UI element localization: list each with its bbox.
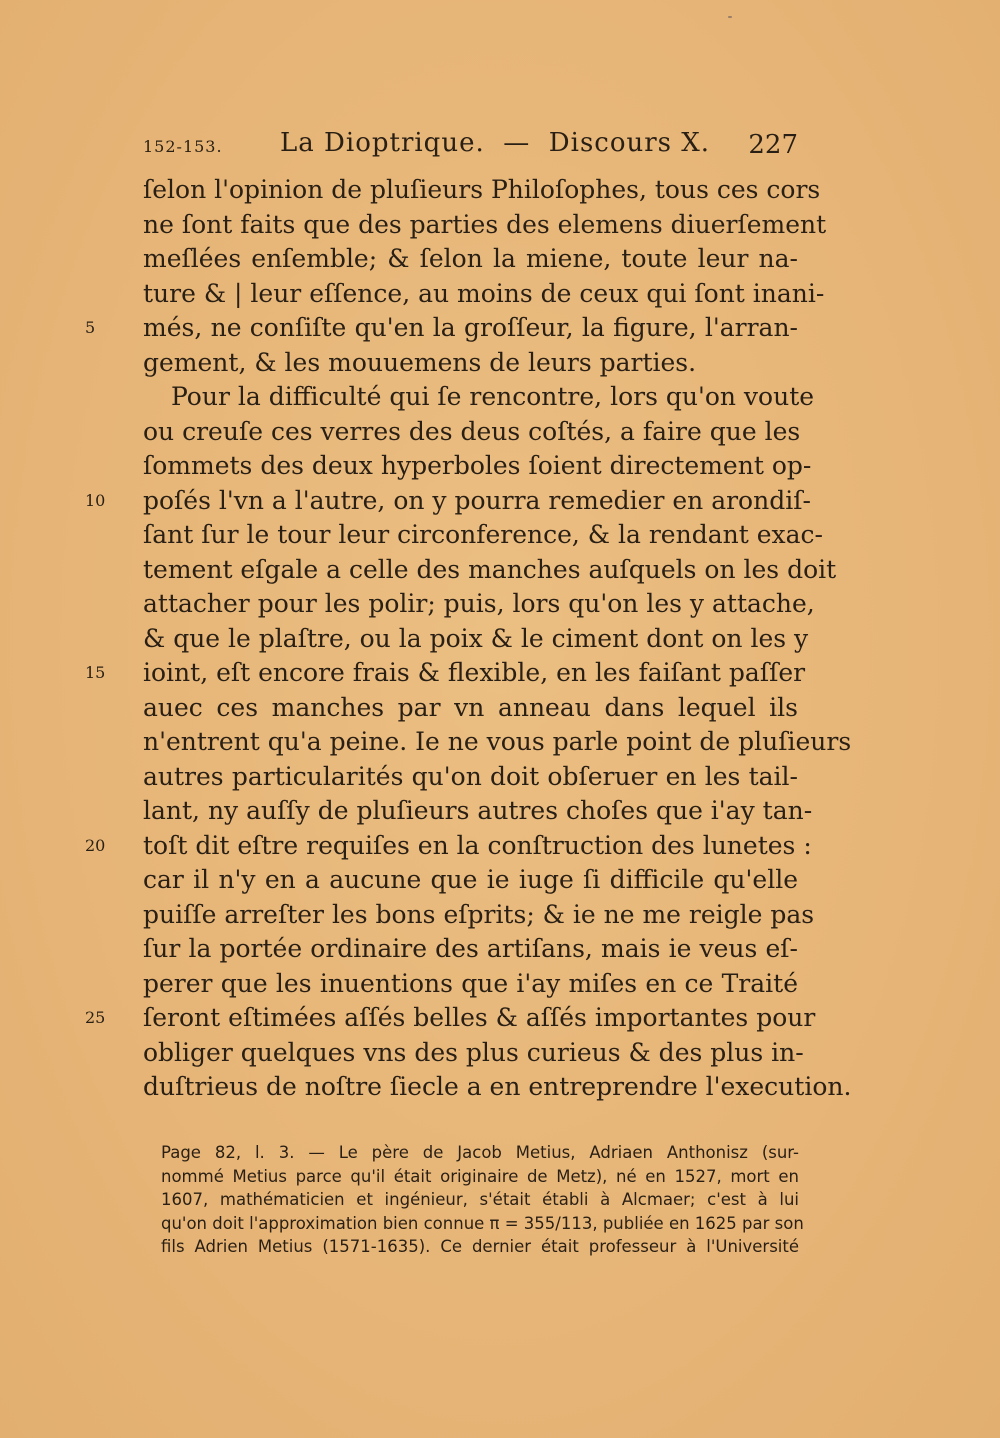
line-text: més, ne conſiſte qu'en la groſſeur, la figure, l'arran-	[143, 313, 798, 342]
text-line	[143, 794, 813, 829]
text-line	[85, 484, 811, 519]
text-line	[85, 311, 798, 346]
line-number: 15	[85, 663, 106, 682]
text-line	[85, 1001, 816, 1036]
running-header	[143, 128, 798, 162]
text-line	[143, 725, 852, 760]
page-number: 227	[748, 130, 798, 160]
text-line	[143, 553, 837, 588]
line-text: car il n'y en a aucune que ie iuge ſi difficile qu'elle	[143, 865, 798, 894]
text-line	[143, 691, 798, 726]
line-text: poſés l'vn a l'autre, on y pourra remedier en arondiſ-	[143, 485, 811, 515]
running-title: La Dioptrique. — Discours X.	[280, 128, 711, 158]
footnote-line: qu'on doit l'approximation bien connue π = 355/113, publiée en 1625 par son	[161, 1213, 804, 1233]
text-line	[143, 173, 821, 208]
text-line	[143, 898, 815, 933]
line-text: attacher pour les polir; puis, lors qu'on les y attache,	[143, 589, 815, 618]
line-text: ſommets des deux hyperboles ſoient directement op-	[143, 451, 812, 480]
line-text: toſt dit eſtre requiſes en la conſtruction des lunetes :	[143, 830, 812, 860]
line-text: autres particularités qu'on doit obſeruer en les tail-	[143, 761, 798, 791]
speck	[728, 16, 732, 18]
line-number: 20	[85, 835, 106, 855]
footnote	[161, 1141, 804, 1259]
line-text: auec ces manches par vn anneau dans lequel ils	[143, 692, 798, 722]
text-line	[85, 829, 812, 864]
text-line	[143, 1036, 804, 1071]
line-text: ne ſont faits que des parties des elemens diuerſement	[143, 209, 827, 239]
line-text: ſeront eſtimées aſſés belles & aſſés importantes pour	[143, 1003, 816, 1032]
text-line	[143, 346, 798, 381]
line-text: puiſſe arreſter les bons eſprits; & ie ne me reigle pas	[143, 899, 815, 929]
text-line	[143, 863, 798, 898]
text-line	[143, 622, 809, 657]
line-text: & que le plaſtre, ou la poix & le ciment dont on les y	[143, 623, 809, 653]
footnote-line: 1607, mathématicien et ingénieur, s'était établi à Alcmaer; c'est à lui	[161, 1190, 799, 1209]
text-line	[143, 932, 798, 967]
line-text: ſant ſur le tour leur circonference, & la rendant exac-	[143, 520, 823, 549]
line-number: 10	[85, 490, 106, 510]
text-line	[143, 208, 827, 243]
text-line	[143, 415, 801, 450]
text-line	[143, 449, 812, 484]
line-text: ſur la portée ordinaire des artiſans, mais ie veus eſ-	[143, 934, 798, 963]
footnote-line: nommé Metius parce qu'il était originaire de Metz), né en 1527, mort en	[161, 1166, 799, 1186]
footnote-line: fils Adrien Metius (1571-1635). Ce dernier était professeur à l'Université	[161, 1237, 799, 1256]
line-text: n'entrent qu'a peine. Ie ne vous parle point de pluſieurs	[143, 727, 852, 756]
line-number: 25	[85, 1008, 106, 1027]
line-text: lant, ny auſſy de pluſieurs autres choſes que i'ay tan-	[143, 796, 813, 825]
line-text: ture & | leur eſſence, au moins de ceux qui ſont inani-	[143, 278, 825, 308]
main-text	[85, 173, 852, 1105]
text-line	[143, 518, 823, 553]
text-line	[143, 242, 798, 277]
text-line	[143, 277, 825, 312]
footnote-line: Page 82, l. 3. — Le père de Jacob Metius, Adriaen Anthonisz (sur-	[161, 1143, 799, 1162]
line-text: meſlées enſemble; & ſelon la miene, toute leur na-	[143, 244, 798, 273]
text-line	[143, 760, 798, 795]
text-line	[143, 587, 815, 622]
line-text: gement, & les mouuemens de leurs parties.	[143, 347, 697, 377]
line-number: 5	[85, 318, 96, 337]
text-line	[143, 967, 798, 1002]
text-line	[143, 380, 815, 415]
line-text: obliger quelques vns des plus curieus & des plus in-	[143, 1037, 804, 1067]
line-text: ſelon l'opinion de pluſieurs Philoſophes, tous ces cors	[143, 175, 821, 204]
page-range: 152-153.	[143, 137, 223, 156]
text-line	[143, 1070, 852, 1105]
line-text: ioint, eſt encore frais & flexible, en les faiſant paſſer	[143, 658, 806, 687]
text-line	[85, 656, 806, 691]
line-text: Pour la difficulté qui ſe rencontre, lors qu'on voute	[171, 382, 815, 411]
line-text: duſtrieus de noſtre ſiecle a en entreprendre l'execution.	[143, 1072, 852, 1101]
line-text: ou creuſe ces verres des deus coſtés, a faire que les	[143, 416, 801, 446]
line-text: tement eſgale a celle des manches auſquels on les doit	[143, 554, 837, 584]
line-text: perer que les inuentions que i'ay miſes en ce Traité	[143, 968, 798, 998]
